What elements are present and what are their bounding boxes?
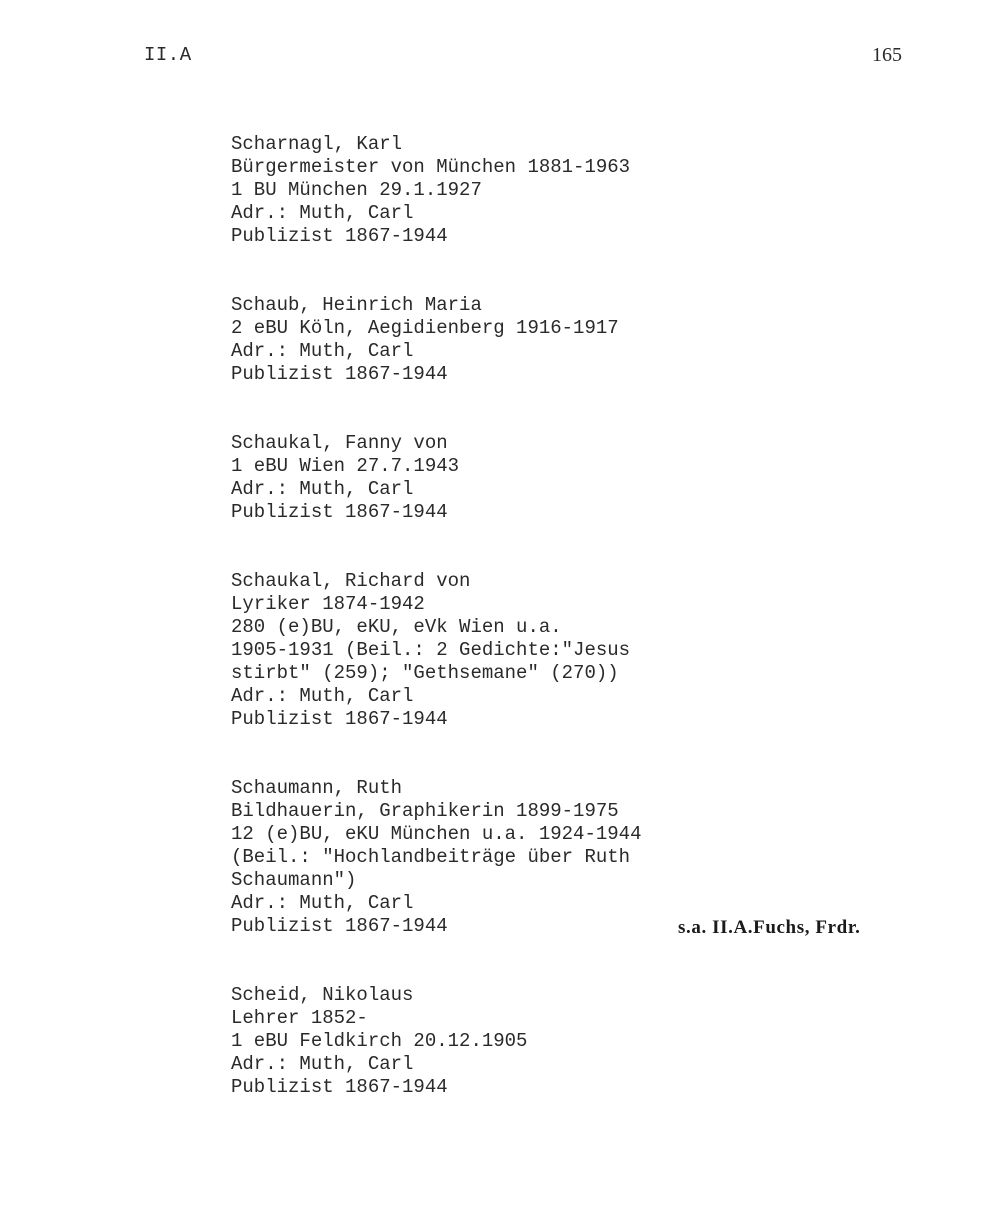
entry-holdings: 2 eBU Köln, Aegidienberg 1916-1917 [231,317,619,339]
entry-name: Schaumann, Ruth [231,777,403,799]
entry-name: Schaukal, Fanny von [231,432,448,454]
cross-reference-note: s.a. II.A.Fuchs, Frdr. [678,917,861,938]
entry-addressee: Adr.: Muth, Carl [231,202,414,224]
entry-description: Lyriker 1874-1942 [231,593,425,615]
entry-addressee-description: Publizist 1867-1944 [231,363,448,385]
entry-addressee-description: Publizist 1867-1944 [231,1076,448,1098]
entry-addressee: Adr.: Muth, Carl [231,340,414,362]
entry-scharnagl [231,133,871,248]
entry-schaumann [231,777,871,938]
page-number: 165 [872,44,902,66]
entry-addressee-description: Publizist 1867-1944 [231,225,448,247]
entry-description: Lehrer 1852- [231,1007,368,1029]
entry-holdings-continued: Schaumann") [231,869,357,891]
section-label: II.A [144,44,192,66]
entry-holdings-continued: 1905-1931 (Beil.: 2 Gedichte:"Jesus [231,639,631,661]
entry-schaub [231,294,871,386]
entry-description: Bürgermeister von München 1881-1963 [231,156,631,178]
entry-name: Scheid, Nikolaus [231,984,414,1006]
entry-scheid [231,984,871,1099]
entry-name: Schaub, Heinrich Maria [231,294,482,316]
entry-schaukal-richard [231,570,871,731]
entry-addressee: Adr.: Muth, Carl [231,685,414,707]
entry-addressee-description: Publizist 1867-1944 [231,501,448,523]
entry-holdings-continued: (Beil.: "Hochlandbeiträge über Ruth [231,846,631,868]
entry-name: Schaukal, Richard von [231,570,471,592]
entry-holdings: 1 BU München 29.1.1927 [231,179,482,201]
entry-description: Bildhauerin, Graphikerin 1899-1975 [231,800,619,822]
entry-holdings-continued: stirbt" (259); "Gethsemane" (270)) [231,662,619,684]
entry-addressee: Adr.: Muth, Carl [231,478,414,500]
entry-list [231,133,871,1145]
entry-schaukal-fanny [231,432,871,524]
entry-holdings: 1 eBU Feldkirch 20.12.1905 [231,1030,528,1052]
entry-addressee: Adr.: Muth, Carl [231,1053,414,1075]
entry-holdings: 12 (e)BU, eKU München u.a. 1924-1944 [231,823,642,845]
entry-addressee: Adr.: Muth, Carl [231,892,414,914]
entry-name: Scharnagl, Karl [231,133,403,155]
entry-holdings: 1 eBU Wien 27.7.1943 [231,455,460,477]
entry-holdings: 280 (e)BU, eKU, eVk Wien u.a. [231,616,562,638]
entry-addressee-description: Publizist 1867-1944 [231,915,448,937]
entry-addressee-description: Publizist 1867-1944 [231,708,448,730]
